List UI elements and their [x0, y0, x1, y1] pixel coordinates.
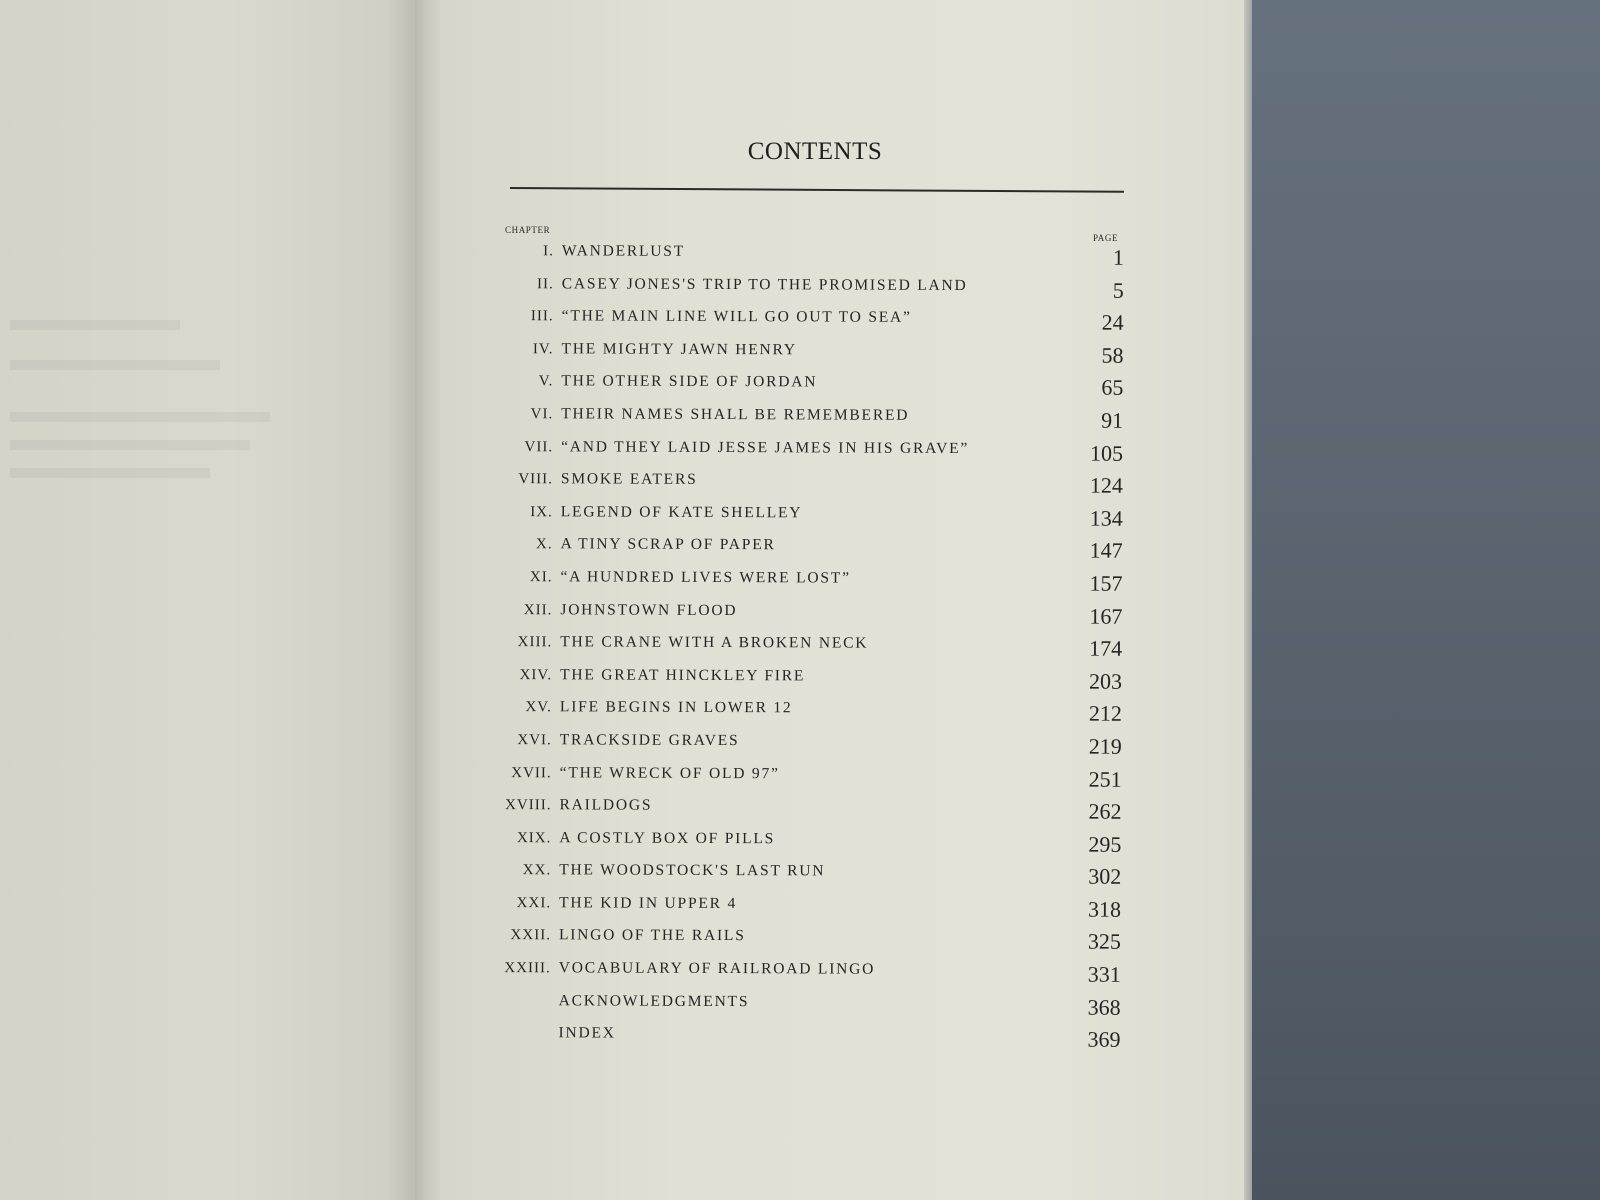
chapter-number: XVI.	[517, 732, 552, 749]
chapter-title: THE CRANE WITH A BROKEN NECK	[560, 633, 869, 652]
page-number: 302	[1088, 863, 1122, 890]
chapter-title: VOCABULARY OF RAILROAD LINGO	[558, 959, 876, 978]
page-number: 124	[1089, 472, 1123, 498]
toc-entry	[488, 597, 1122, 632]
chapter-title: “THE WRECK OF OLD 97”	[559, 763, 780, 782]
page-number: 219	[1088, 733, 1122, 759]
toc-entry	[489, 401, 1123, 436]
chapter-title: JOHNSTOWN FLOOD	[560, 600, 738, 619]
chapter-title: TRACKSIDE GRAVES	[559, 731, 740, 749]
chapter-title: THE KID IN UPPER 4	[559, 894, 738, 912]
chapter-number: VI.	[530, 406, 554, 423]
chapter-number: XIX.	[516, 829, 552, 846]
toc-entry	[489, 531, 1123, 566]
page-column-label: PAGE	[1093, 233, 1119, 243]
chapter-title: THE OTHER SIDE OF JORDAN	[561, 372, 818, 391]
show-through-text	[10, 468, 210, 478]
chapter-number: XXI.	[516, 894, 552, 912]
chapter-number: X.	[536, 536, 553, 553]
show-through-text	[10, 360, 220, 370]
chapter-title: THE MIGHTY JAWN HENRY	[561, 340, 797, 359]
toc-entry	[487, 857, 1121, 892]
desk-background	[1250, 0, 1600, 1200]
contents-heading: CONTENTS	[747, 138, 883, 165]
page-number: 368	[1087, 994, 1121, 1020]
page-number: 1	[1112, 244, 1124, 270]
show-through-text	[10, 320, 180, 330]
chapter-number: XV.	[525, 699, 552, 716]
page-number: 212	[1088, 700, 1122, 727]
chapter-number: XII.	[523, 601, 553, 618]
toc-entry	[489, 336, 1123, 371]
toc-entry	[489, 434, 1123, 469]
page-number: 147	[1089, 537, 1123, 564]
page-number: 369	[1087, 1026, 1121, 1053]
page-number: 331	[1087, 961, 1121, 987]
toc-entry	[489, 368, 1123, 403]
chapter-title: THE GREAT HINCKLEY FIRE	[560, 666, 806, 685]
chapter-number: XIV.	[519, 666, 553, 683]
page-number: 5	[1112, 277, 1124, 303]
page-number: 65	[1101, 375, 1124, 401]
page-number: 157	[1089, 570, 1123, 596]
chapter-title: “THE MAIN LINE WILL GO OUT TO SEA”	[561, 307, 912, 327]
show-through-text	[10, 412, 270, 422]
toc-entry	[490, 238, 1124, 273]
toc-entry	[488, 759, 1122, 794]
chapter-number: V.	[538, 373, 554, 390]
chapter-title: THE WOODSTOCK'S LAST RUN	[559, 861, 826, 880]
chapter-number: VIII.	[518, 471, 553, 488]
chapter-number: I.	[543, 243, 554, 260]
toc-entry	[487, 825, 1121, 860]
toc-entry	[489, 499, 1123, 534]
chapter-title: A COSTLY BOX OF PILLS	[559, 828, 776, 847]
toc-entry	[488, 564, 1122, 599]
page-number: 167	[1089, 603, 1123, 629]
chapter-number: IX.	[530, 503, 553, 521]
toc-entry	[490, 303, 1124, 338]
chapter-title: RAILDOGS	[559, 796, 653, 814]
chapter-number: XX.	[522, 862, 552, 879]
chapter-title: WANDERLUST	[561, 242, 686, 260]
page-number: 58	[1101, 342, 1124, 368]
left-page	[0, 0, 420, 1200]
page-number: 295	[1088, 831, 1122, 857]
toc-list	[486, 238, 1124, 1056]
toc-entry	[487, 955, 1121, 990]
chapter-title: ACKNOWLEDGMENTS	[558, 991, 750, 1010]
page-number: 325	[1087, 929, 1121, 955]
page-number: 105	[1090, 440, 1124, 466]
toc-entry	[487, 890, 1121, 925]
page-number: 24	[1101, 309, 1124, 335]
show-through-text	[10, 440, 250, 450]
toc-entry	[489, 466, 1123, 501]
chapter-number: XIII.	[517, 634, 553, 651]
chapter-title: LINGO OF THE RAILS	[558, 926, 746, 945]
chapter-number: XVIII.	[505, 797, 552, 814]
chapter-title: “A HUNDRED LIVES WERE LOST”	[560, 568, 851, 587]
chapter-title: LIFE BEGINS IN LOWER 12	[559, 698, 793, 717]
page-number: 203	[1089, 668, 1123, 694]
toc-entry	[487, 988, 1121, 1023]
chapter-number: XXIII.	[504, 960, 551, 977]
chapter-number: IV.	[532, 340, 554, 358]
chapter-number: VII.	[524, 438, 554, 455]
toc-entry	[486, 1020, 1120, 1055]
page-edge	[1244, 0, 1252, 1200]
toc-entry	[490, 271, 1124, 306]
page-number: 318	[1088, 896, 1122, 922]
page-number: 91	[1101, 407, 1124, 433]
chapter-title: CASEY JONES'S TRIP TO THE PROMISED LAND	[561, 274, 968, 294]
chapter-title: LEGEND OF KATE SHELLEY	[560, 503, 803, 522]
chapter-column-label: CHAPTER	[505, 225, 551, 235]
chapter-number: XI.	[529, 569, 553, 586]
chapter-number: XVII.	[511, 764, 552, 781]
chapter-number: II.	[537, 275, 554, 292]
chapter-title: INDEX	[558, 1024, 616, 1042]
toc-entry	[488, 662, 1122, 697]
toc-entry	[487, 922, 1121, 957]
chapter-title: A TINY SCRAP OF PAPER	[560, 535, 776, 554]
chapter-title: SMOKE EATERS	[560, 470, 698, 489]
page-number: 262	[1088, 798, 1122, 824]
chapter-title: “AND THEY LAID JESSE JAMES IN HIS GRAVE”	[561, 437, 970, 457]
chapter-number: III.	[530, 308, 554, 325]
chapter-number: XXII.	[510, 927, 551, 944]
page-number: 134	[1089, 505, 1123, 531]
toc-entry	[488, 727, 1122, 762]
toc-entry	[488, 694, 1122, 729]
page-number: 251	[1088, 766, 1122, 792]
chapter-title: THEIR NAMES SHALL BE REMEMBERED	[561, 405, 910, 424]
page-number: 174	[1089, 635, 1123, 661]
toc-entry	[487, 792, 1121, 827]
toc-entry	[488, 629, 1122, 664]
